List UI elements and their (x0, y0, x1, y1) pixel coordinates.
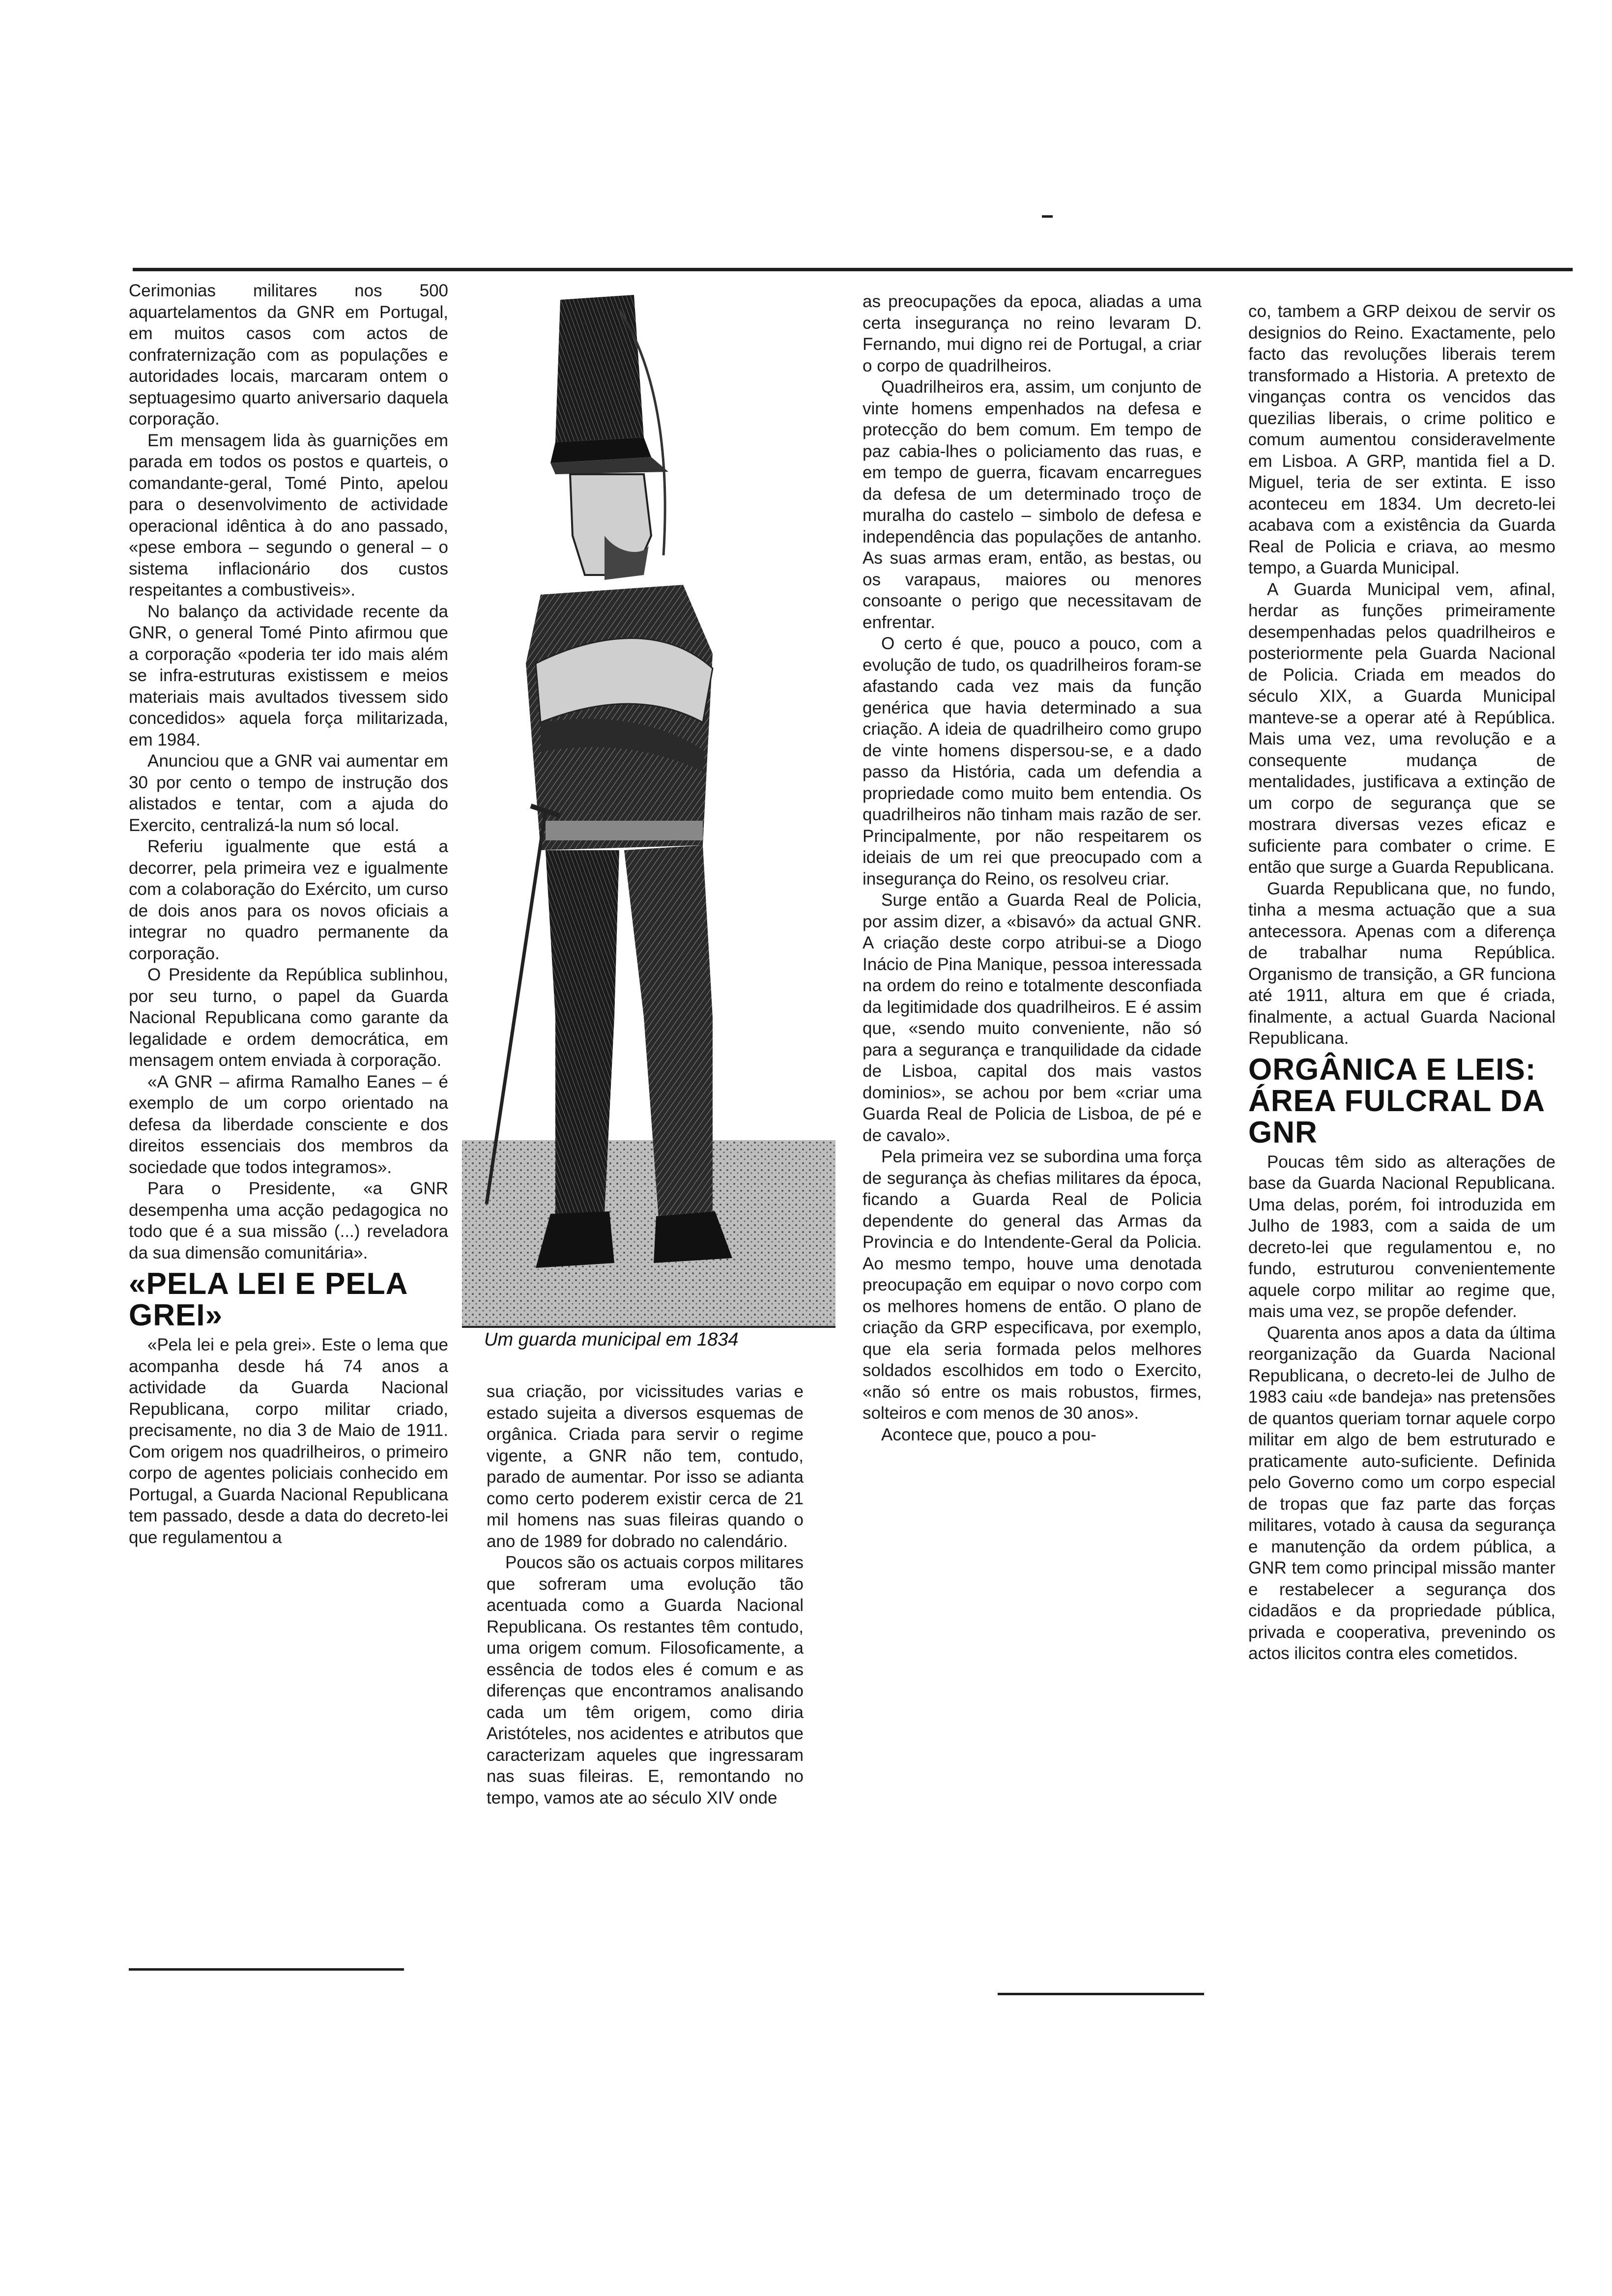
paragraph: Em mensagem lida às guarnições em parada em todos os postos e quarteis, o comandante-geral, Tomé Pinto, apelou para o desenvolvimento de actividade operacional idêntica à do ano passado, «pese embora – segundo o general – o sistema inflacionário dos custos respeitantes a combustiveis». (129, 430, 448, 600)
paragraph: co, tambem a GRP deixou de servir os designios do Reino. Exactamente, pelo facto das revoluções liberais terem transformado a Historia. A pretexto de vinganças contra os vencidos das quezilias liberais, o crime politico e comum aumentou consideravelmente em Lisboa. A GRP, mantida fiel a D. Miguel, teria de ser extinta. E isso aconteceu em 1834. Um decreto-lei acabava com a existência da Guarda Real de Policia e criava, ao mesmo tempo, a Guarda Municipal. (1248, 302, 1555, 577)
paragraph: Poucas têm sido as alterações de base da Guarda Nacional Republicana. Uma delas, porém, foi introduzida em Julho de 1983, com a saida de um decreto-lei que regulamentou e, no fundo, estruturou convenientemente aquele corpo militar ao regime que, mais uma vez, se propõe defender. (1248, 1152, 1555, 1321)
figure-caption: Um guarda municipal em 1834 (484, 1329, 739, 1350)
paragraph: O certo é que, pouco a pouco, com a evolução de tudo, os quadrilheiros foram-se afastando cada vez mais da função genérica que havia determinado a sua criação. A ideia de quadrilheiro como grupo de vinte homens dispersou-se, e a dado passo da História, cada um defendia a propriedade como muito bem entendia. Os quadrilheiros não tinham mais razão de ser. Principalmente, por não respeitarem os ideiais de um rei que preocupado com a insegurança do Reino, os resolveu criar. (863, 634, 1202, 889)
article-column-2 (487, 1381, 804, 1808)
guard-figure-drawing (457, 280, 840, 1342)
paragraph: sua criação, por vicissitudes varias e estado sujeita a diversos esquemas de orgânica. Criada para servir o regime vigente, a GNR não tem, contudo, parado de aumentar. Por isso se adianta como certo poderem existir cerca de 21 mil homens nas suas fileiras quando o ano de 1989 for dobrado no calendário. (487, 1382, 804, 1551)
paragraph: Guarda Republicana que, no fundo, tinha a mesma actuação que a sua antecessora. Apenas com a diferença de trabalhar numa República. Organismo de transição, a GR funciona até 1911, altura em que é criada, finalmente, a actual Guarda Nacional Republicana. (1248, 879, 1555, 1048)
paragraph: Para o Presidente, «a GNR desempenha uma acção pedagogica no todo que é a sua missão (...) reveladora da sua dimensão comunitária». (129, 1179, 448, 1263)
article-column-1 (129, 280, 448, 1548)
paragraph: Referiu igualmente que está a decorrer, pela primeira vez e igualmente com a colaboração do Exército, um curso de dois anos para os novos oficiais a integrar no quadro permanente da corporação. (129, 837, 448, 963)
article-column-4 (1248, 301, 1555, 1665)
paragraph: «A GNR – afirma Ramalho Eanes – é exemplo de um corpo orientado na defesa da liberdade consciente e dos direitos essenciais dos membros da sociedade que todos integramos». (129, 1072, 448, 1177)
paragraph: Pela primeira vez se subordina uma força de segurança às chefias militares da época, ficando a Guarda Real de Policia dependente do general das Armas da Provincia e do Intendente-Geral da Policia. Ao mesmo tempo, houve uma denotada preocupação em equipar o novo corpo com os melhores homens de então. O plano de criação da GRP especificava, por exemplo, que ela seria formada pelos melhores soldados escolhidos em todo o Exercito, «não só entre os mais robustos, firmes, solteiros e com menos de 30 anos». (863, 1147, 1202, 1423)
top-rule (133, 268, 1573, 271)
section-heading: ORGÂNICA E LEIS: ÁREA FULCRAL DA GNR (1248, 1052, 1544, 1149)
article-column-3 (863, 291, 1202, 1445)
guard-illustration (457, 280, 840, 1342)
column-end-rule (998, 1993, 1204, 1995)
paragraph: Acontece que, pouco a pou- (881, 1425, 1096, 1444)
paragraph: No balanço da actividade recente da GNR, o general Tomé Pinto afirmou que a corporação «poderia ter ido mais além se infra-estruturas existissem e meios materiais mais avultados tivessem sido concedidos» aquela força militarizada, em 1984. (129, 602, 448, 749)
paragraph: Anunciou que a GNR vai aumentar em 30 por cento o tempo de instrução dos alistados e tentar, com a ajuda do Exercito, centralizá-la num só local. (129, 751, 448, 835)
top-mark (1042, 215, 1053, 218)
column-end-rule (129, 1968, 404, 1971)
paragraph: O Presidente da República sublinhou, por seu turno, o papel da Guarda Nacional Republicana como garante da legalidade e ordem democrática, em mensagem ontem enviada à corporação. (129, 965, 448, 1070)
paragraph: as preocupações da epoca, aliadas a uma certa insegurança no reino levaram D. Fernando, mui digno rei de Portugal, a criar o corpo de quadrilheiros. (863, 292, 1202, 375)
paragraph: Quarenta anos apos a data da última reorganização da Guarda Nacional Republicana, o decreto-lei de Julho de 1983 caiu «de bandeja» nas pretensões de quantos queriam tornar aquele corpo militar em algo de bem estruturado e praticamente auto-suficiente. Definida pelo Governo como um corpo especial de tropas que faz parte das forças militares, votado à causa da segurança e manutenção da ordem pública, a GNR tem como principal missão manter e restabelecer a segurança dos cidadãos e da propriedade pública, privada e cooperativa, prevenindo os actos ilicitos contra eles cometidos. (1248, 1323, 1555, 1663)
paragraph: Cerimonias militares nos 500 aquartelamentos da GNR em Portugal, em muitos casos com actos de confraternização com as populações e autoridades locais, marcaram ontem o septuagesimo quarto aniversario daquela corporação. (129, 281, 448, 429)
paragraph: Surge então a Guarda Real de Policia, por assim dizer, a «bisavó» da actual GNR. A criação deste corpo atribui-se a Diogo Inácio de Pina Manique, pessoa interessada na ordem do reino e totalmente desconfiada da legitimidade dos quadrilheiros. E é assim que, «sendo muito conveniente, não só para a segurança e tranquilidade da cidade de Lisboa, capital dos mais vastos dominios», se achou por bem «criar uma Guarda Real de Policia de Lisboa, de pé e de cavalo». (863, 890, 1202, 1145)
paragraph: A Guarda Municipal vem, afinal, herdar as funções primeiramente desempenhadas pelos quadrilheiros e posteriormente pela Guarda Nacional de Policia. Criada em meados do século XIX, a Guarda Municipal manteve-se a operar até à República. Mais uma vez, uma revolução e a consequente mudança de mentalidades, justificava a extinção de um corpo de segurança que se mostrara diversas vezes eficaz e suficiente para combater o crime. E então que surge a Guarda Republicana. (1248, 579, 1555, 877)
section-heading: «PELA LEI E PELA GREI» (129, 1267, 407, 1332)
paragraph: Quadrilheiros era, assim, um conjunto de vinte homens empenhados na defesa e protecção do bem comum. Em tempo de paz cabia-lhes o policiamento das ruas, e em tempo de guerra, ficavam encarregues da defesa de um determinado troço de muralha do castelo – simbolo de defesa e independência das populações de antanho. As suas armas eram, então, as bestas, ou os varapaus, maiores ou menores consoante o perigo que necessitavam de enfrentar. (863, 377, 1202, 632)
paragraph: «Pela lei e pela grei». Este o lema que acompanha desde há 74 anos a actividade da Guarda Nacional Republicana, corpo militar criado, precisamente, no dia 3 de Maio de 1911. Com origem nos quadrilheiros, o primeiro corpo de agentes policiais conhecido em Portugal, a Guarda Nacional Republicana tem passado, desde a data do decreto-lei que regulamentou a (129, 1335, 448, 1547)
paragraph: Poucos são os actuais corpos militares que sofreram uma evolução tão acentuada como a Guarda Nacional Republicana. Os restantes têm contudo, uma origem comum. Filosoficamente, a essência de todos eles é comum e as diferenças que encontramos analisando cada um têm origem, como diria Aristóteles, nos acidentes e atributos que caracterizam aqueles que ingressaram nas suas fileiras. E, remontando no tempo, vamos ate ao século XIV onde (487, 1553, 804, 1808)
